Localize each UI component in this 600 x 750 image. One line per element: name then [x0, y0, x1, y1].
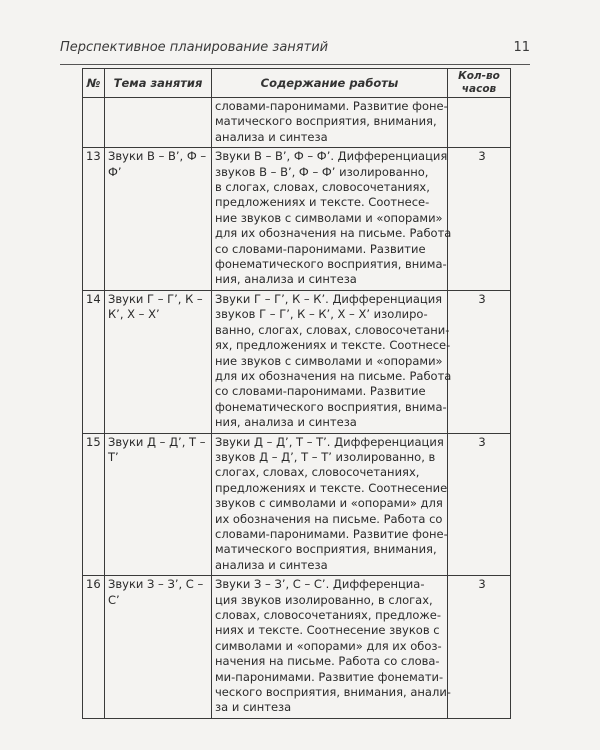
content-line: матического восприятия, внимания, [215, 114, 437, 129]
table-row [83, 433, 511, 576]
cell-hours [448, 98, 511, 148]
page-number: 11 [513, 40, 530, 55]
content-line: Звуки З – З’, С – С’. Дифференциа- [215, 577, 425, 592]
content-line: словах, словосочетаниях, предложе- [215, 608, 441, 622]
content-line: со словами-паронимами. Развитие [215, 241, 426, 256]
content-line: ниях и тексте. Соотнесение звуков с [215, 623, 440, 638]
cell-number: 16 [83, 576, 105, 719]
content-line: Звуки Г – Г’, К – К’. Дифференциация [215, 291, 443, 306]
content-line: ванно, слогах, словах, словосочетани- [215, 322, 450, 337]
table-header-row [83, 69, 511, 98]
content-line: ческого восприятия, внимания, анали- [215, 685, 451, 700]
cell-topic [105, 98, 212, 148]
content-line: ях, предложениях и тексте. Соотнесе- [215, 338, 451, 353]
content-line: звуков с символами и «опорами» для [215, 496, 443, 511]
content-line: ния, анализа и синтеза [215, 415, 357, 430]
cell-number [83, 98, 105, 148]
content-line: ми-паронимами. Развитие фонемати- [215, 669, 444, 684]
content-line: звуков Д – Д’, Т – Т’ изолированно, в [215, 449, 436, 464]
content-line: фонематического восприятия, внима- [215, 399, 447, 414]
content-line: в слогах, словах, словосочетаниях, [215, 180, 430, 195]
table-row [83, 148, 511, 291]
cell-hours: 3 [448, 148, 511, 291]
lesson-plan-table [82, 68, 511, 719]
content-line: звуков Г – Г’, К – К’, Х – Х’ изолиро- [215, 307, 428, 322]
cell-content [212, 433, 448, 576]
content-line: звуков В – В’, Ф – Ф’ изолированно, [215, 164, 429, 179]
cell-hours: 3 [448, 433, 511, 576]
content-line: ние звуков с символами и «опорами» [215, 210, 443, 225]
cell-content [212, 148, 452, 291]
cell-number: 14 [83, 290, 105, 433]
header-topic: Тема занятия [105, 69, 212, 98]
table-row [83, 290, 511, 433]
content-line: ция звуков изолированно, в слогах, [215, 592, 433, 607]
cell-topic [105, 290, 212, 433]
header-rule [60, 64, 530, 65]
topic-line: К’, Х – Х’ [108, 307, 160, 322]
topic-line: Звуки Д – Д’, Т – [108, 434, 206, 449]
content-line: словами-паронимами. Развитие фоне- [215, 526, 448, 541]
cell-content [212, 576, 451, 719]
cell-content [212, 290, 452, 433]
table-row-continuation [83, 98, 511, 148]
topic-line: С’ [108, 592, 120, 607]
content-line: анализа и синтеза [215, 557, 328, 572]
content-line: для их обозначения на письме. Работа [215, 226, 452, 241]
header-content: Содержание работы [212, 69, 448, 98]
content-line: для их обозначения на письме. Работа [215, 368, 452, 383]
content-line: ние звуков с символами и «опорами» [215, 353, 443, 368]
content-line: начения на письме. Работа со слова- [215, 654, 440, 669]
content-line: Звуки В – В’, Ф – Ф’. Дифференциация [215, 149, 448, 164]
content-line: со словами-паронимами. Развитие [215, 384, 426, 399]
content-line: Звуки Д – Д’, Т – Т’. Дифференциация [215, 434, 444, 449]
content-line: словами-паронимами. Развитие фоне- [215, 99, 448, 113]
content-line: матического восприятия, внимания, [215, 542, 437, 557]
running-title: Перспективное планирование занятий [60, 40, 329, 55]
table-row [83, 576, 511, 719]
content-line: фонематического восприятия, внима- [215, 257, 447, 272]
header-hours [448, 69, 511, 98]
cell-content [212, 98, 448, 148]
content-line: символами и «опорами» для их обоз- [215, 638, 442, 653]
cell-topic [105, 576, 212, 719]
cell-number: 15 [83, 433, 105, 576]
cell-number: 13 [83, 148, 105, 291]
header-hours-line: Кол-во [458, 70, 500, 82]
topic-line: Звуки Г – Г’, К – [108, 291, 203, 306]
page-header [60, 40, 530, 60]
topic-line: Звуки В – В’, Ф – [108, 149, 207, 164]
header-number: № [83, 69, 105, 98]
cell-topic [105, 433, 212, 576]
content-line: ния, анализа и синтеза [215, 272, 357, 287]
cell-hours: 3 [448, 576, 511, 719]
topic-line: Звуки З – З’, С – [108, 577, 204, 592]
content-line: за и синтеза [215, 700, 292, 715]
content-line: анализа и синтеза [215, 129, 328, 144]
topic-line: Т’ [108, 449, 119, 464]
content-line: слогах, словах, словосочетаниях, [215, 465, 420, 480]
header-hours-line: часов [461, 83, 497, 95]
content-line: их обозначения на письме. Работа со [215, 511, 443, 526]
topic-line: Ф’ [108, 164, 122, 179]
content-line: предложениях и тексте. Соотнесе- [215, 195, 430, 210]
cell-hours: 3 [448, 290, 511, 433]
cell-topic [105, 148, 212, 291]
content-line: предложениях и тексте. Соотнесение [215, 480, 448, 495]
